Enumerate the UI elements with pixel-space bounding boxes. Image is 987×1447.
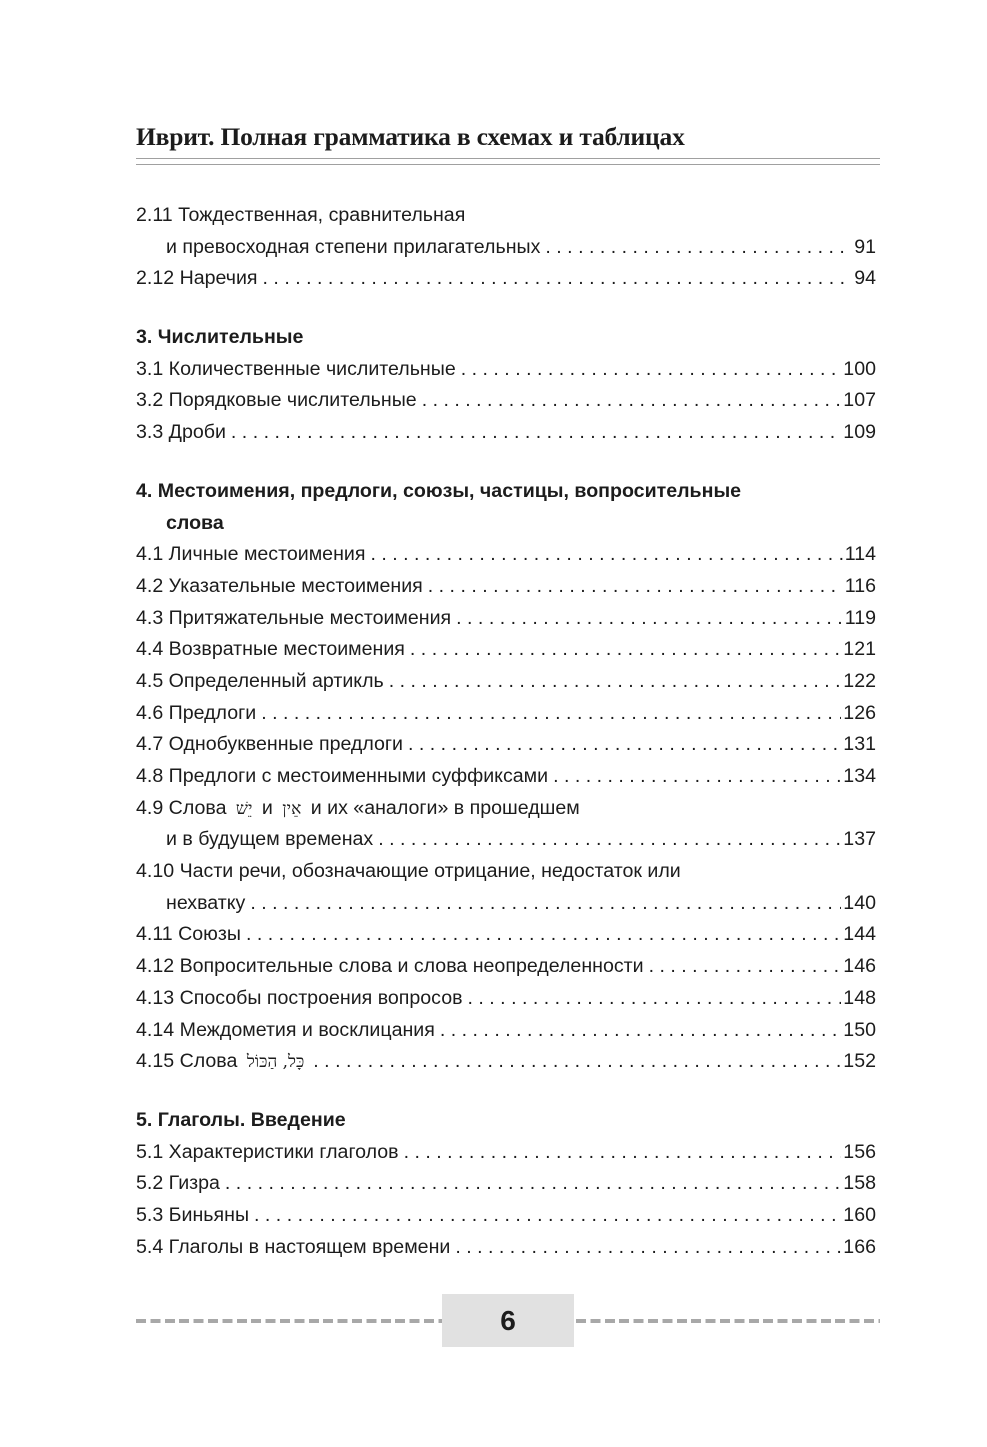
toc-entry-5-2[interactable]: 5.2 Гизра . . . 158 — [136, 1168, 876, 1200]
page-number: 6 — [442, 1294, 574, 1347]
toc-entry-2-11-line1[interactable]: 2.11 Тождественная, сравнительная — [136, 204, 466, 226]
toc-entry-2-11-line2[interactable]: и превосходная степени прилагательных . . . 91 — [136, 232, 876, 264]
toc-entry-4-12[interactable]: 4.12 Вопросительные слова и слова неопределенности . . . 146 — [136, 951, 876, 983]
dot-leader — [540, 232, 852, 264]
page-footer — [136, 1294, 880, 1346]
chapter-3-heading: 3. Числительные — [136, 326, 304, 349]
page-ref: 91 — [854, 235, 876, 258]
toc-entry-5-3[interactable]: 5.3 Биньяны . . . 160 — [136, 1200, 876, 1232]
toc-entry-4-8[interactable]: 4.8 Предлоги с местоименными суффиксами . . . 134 — [136, 761, 876, 793]
hebrew-word-yesh: יֵשׁ — [235, 798, 253, 819]
toc-entry-4-6[interactable]: 4.6 Предлоги . . . 126 — [136, 698, 876, 730]
toc-entry-4-14[interactable]: 4.14 Междометия и восклицания . . . 150 — [136, 1015, 876, 1047]
toc-entry-5-4[interactable]: 5.4 Глаголы в настоящем времени . . . 166 — [136, 1232, 876, 1264]
toc-entry-5-1[interactable]: 5.1 Характеристики глаголов . . . 156 — [136, 1137, 876, 1169]
hebrew-word-ein: אֵין — [282, 798, 302, 819]
toc-entry-4-10-line2[interactable]: нехватку . . . 140 — [136, 888, 876, 920]
toc-entry-4-2[interactable]: 4.2 Указательные местоимения . . . 116 — [136, 571, 876, 603]
toc-entry-4-3[interactable]: 4.3 Притяжательные местоимения . . . 119 — [136, 603, 876, 635]
chapter-4-heading-line1: 4. Местоимения, предлоги, союзы, частицы, вопросительные — [136, 479, 742, 502]
toc-entry-4-10-line1[interactable]: 4.10 Части речи, обозначающие отрицание, недостаток или — [136, 860, 681, 883]
toc-entry-3-2[interactable]: 3.2 Порядковые числительные . . . 107 — [136, 385, 876, 417]
table-of-contents — [136, 200, 876, 1263]
hebrew-word-kol: כָּל, הַכּוֹל — [246, 1052, 305, 1073]
page-ref: 94 — [854, 267, 876, 290]
footer-dashed-rule-right — [576, 1319, 880, 1323]
dot-leader — [258, 263, 853, 295]
toc-entry-4-13[interactable]: 4.13 Способы построения вопросов . . . 148 — [136, 983, 876, 1015]
toc-entry-2-12[interactable]: 2.12 Наречия . . . 94 — [136, 263, 876, 295]
toc-entry-4-9-line1[interactable]: 4.9 Слова יֵשׁ и אֵין и их «аналоги» в прошедшем — [136, 796, 580, 819]
toc-entry-4-11[interactable]: 4.11 Союзы . . . 144 — [136, 919, 876, 951]
toc-entry-4-1[interactable]: 4.1 Личные местоимения . . . 114 — [136, 539, 876, 571]
toc-entry-4-9-line2[interactable]: и в будущем временах . . . 137 — [136, 824, 876, 856]
chapter-4-heading-line2: слова — [166, 511, 224, 534]
toc-entry-3-1[interactable]: 3.1 Количественные числительные . . . 100 — [136, 354, 876, 386]
footer-dashed-rule-left — [136, 1319, 442, 1323]
toc-entry-4-15[interactable]: 4.15 Слова כָּל, הַכּוֹל . . . 152 — [136, 1046, 876, 1078]
toc-entry-3-3[interactable]: 3.3 Дроби . . . 109 — [136, 417, 876, 449]
toc-entry-4-5[interactable]: 4.5 Определенный артикль . . . 122 — [136, 666, 876, 698]
header-rule-top — [136, 158, 880, 159]
running-title: Иврит. Полная грамматика в схемах и таблицах — [136, 122, 685, 151]
chapter-5-heading: 5. Глаголы. Введение — [136, 1108, 346, 1131]
toc-entry-4-4[interactable]: 4.4 Возвратные местоимения . . . 121 — [136, 634, 876, 666]
toc-entry-4-7[interactable]: 4.7 Однобуквенные предлоги . . . 131 — [136, 729, 876, 761]
header-rule-bottom — [136, 164, 880, 165]
